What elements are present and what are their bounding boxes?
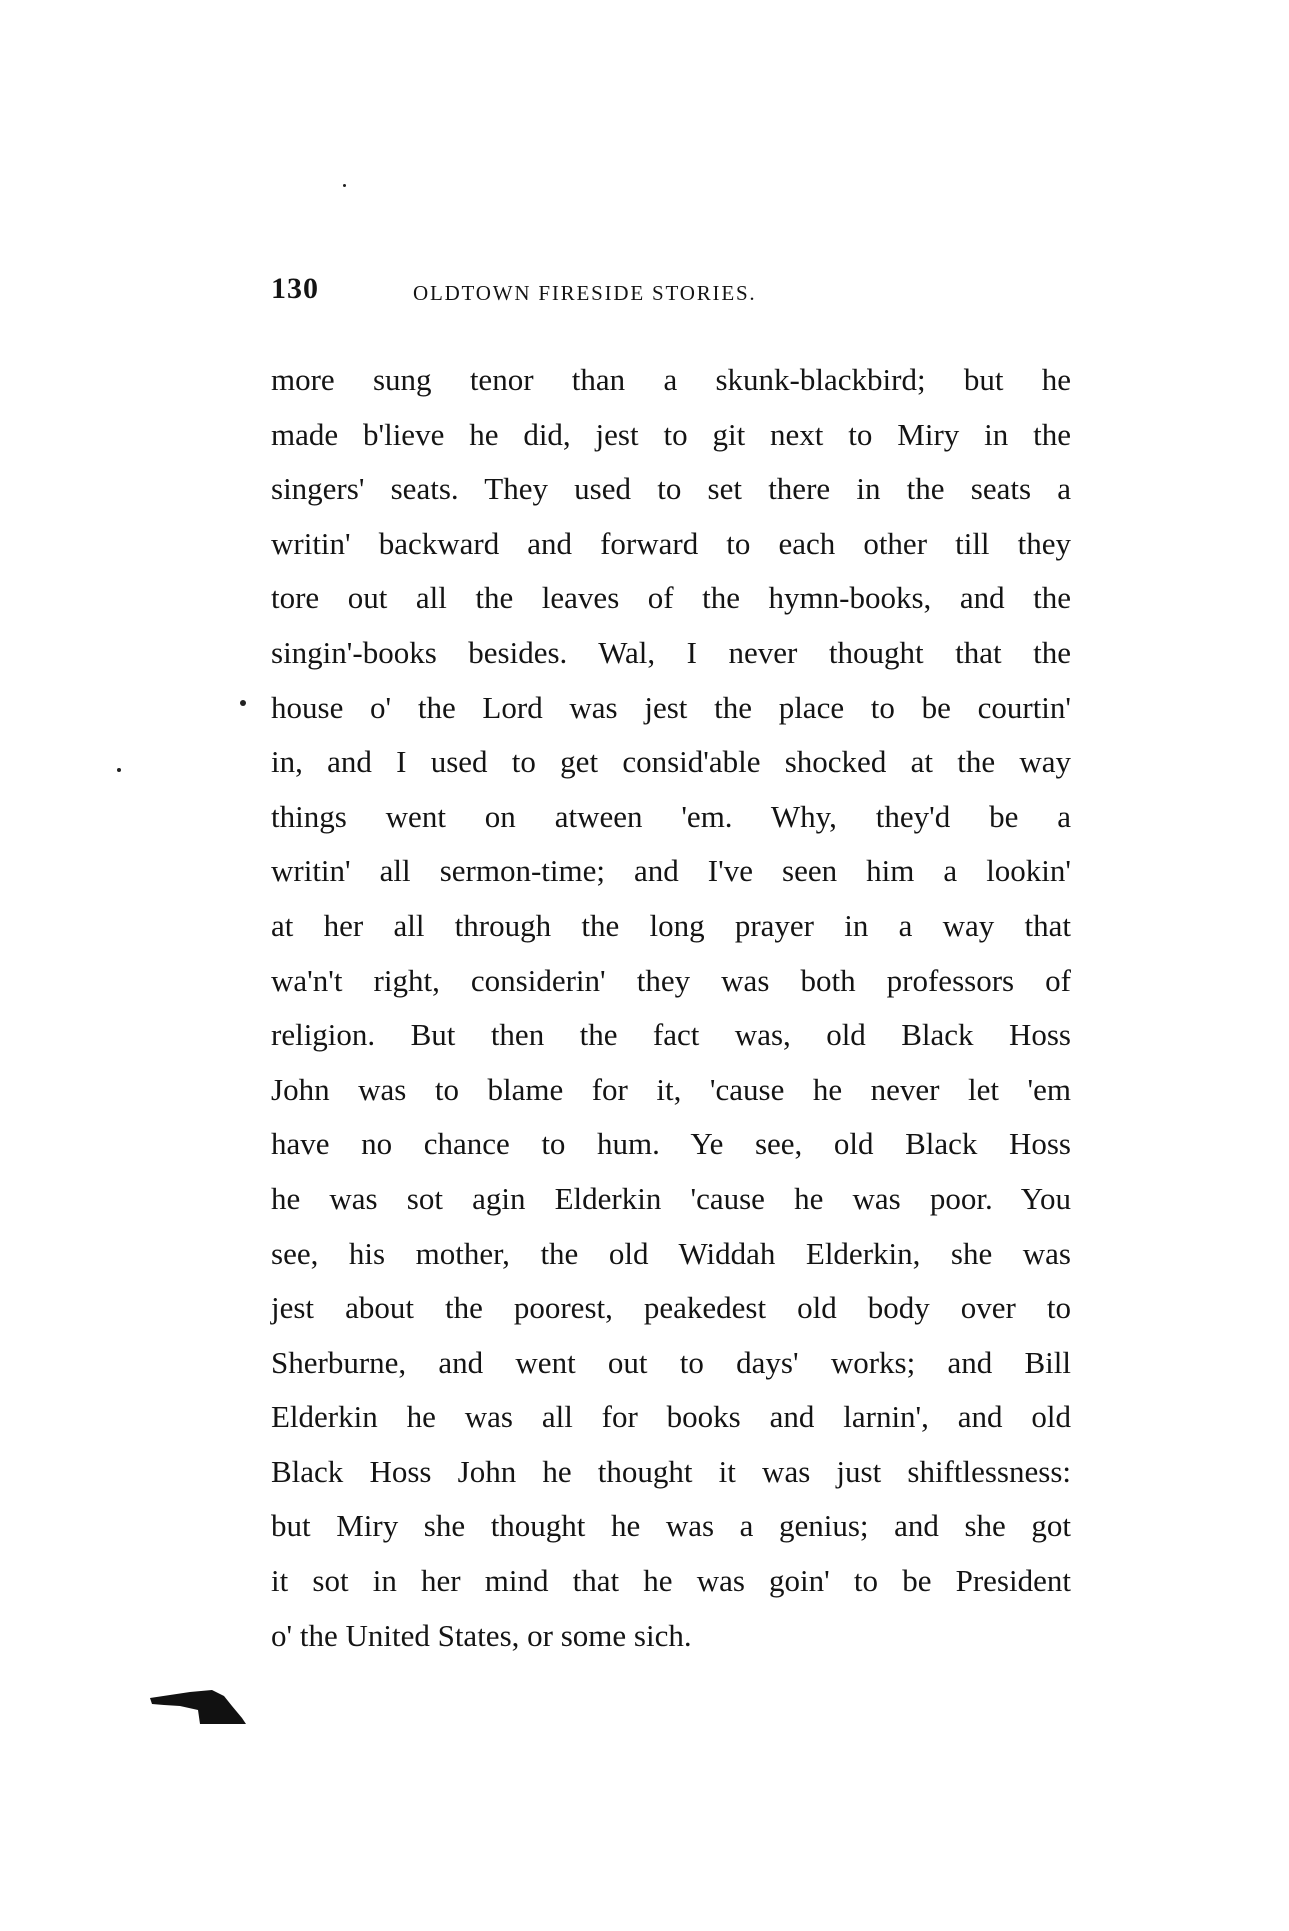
text-line: tore out all the leaves of the hymn-books, and the xyxy=(271,580,1071,616)
text-line: religion. But then the fact was, old Black Hoss xyxy=(271,1017,1071,1053)
text-line: have no chance to hum. Ye see, old Black Hoss xyxy=(271,1126,1071,1162)
text-line: Black Hoss John he thought it was just shiftlessness: xyxy=(271,1453,1071,1489)
page-number: 130 xyxy=(271,272,319,305)
text-line: more sung tenor than a skunk-blackbird; but he xyxy=(271,362,1071,397)
text-line: singin'-books besides. Wal, I never thought that the xyxy=(271,634,1071,670)
running-title: OLDTOWN FIRESIDE STORIES. xyxy=(413,281,757,305)
text-line: writin' backward and forward to each other till they xyxy=(271,525,1071,561)
text-line: it sot in her mind that he was goin' to be President xyxy=(271,1563,1071,1599)
text-line: Sherburne, and went out to days' works; and Bill xyxy=(271,1344,1071,1380)
text-line: jest about the poorest, peakedest old body over to xyxy=(271,1290,1071,1326)
scan-speck xyxy=(343,184,346,187)
text-line: wa'n't right, considerin' they was both professors of xyxy=(271,962,1071,998)
ink-blot xyxy=(150,1688,250,1724)
scan-speck xyxy=(240,700,246,706)
body-text xyxy=(271,353,1071,1663)
text-line: John was to blame for it, 'cause he never let 'em xyxy=(271,1071,1071,1107)
text-line: at her all through the long prayer in a way that xyxy=(271,907,1071,943)
page-header xyxy=(271,272,1071,312)
text-line: Elderkin he was all for books and larnin', and old xyxy=(271,1399,1071,1435)
text-line: but Miry she thought he was a genius; and she got xyxy=(271,1508,1071,1544)
text-line: see, his mother, the old Widdah Elderkin, she was xyxy=(271,1235,1071,1271)
text-line: o' the United States, or some sich. xyxy=(271,1617,692,1653)
text-line: house o' the Lord was jest the place to be courtin' xyxy=(271,689,1071,725)
text-line: things went on atween 'em. Why, they'd be a xyxy=(271,798,1071,834)
text-line: writin' all sermon-time; and I've seen him a lookin' xyxy=(271,853,1071,889)
text-line: made b'lieve he did, jest to git next to Miry in the xyxy=(271,416,1071,452)
scan-speck xyxy=(117,768,121,772)
text-line: he was sot agin Elderkin 'cause he was poor. You xyxy=(271,1180,1071,1216)
text-line: in, and I used to get consid'able shocked at the way xyxy=(271,744,1071,780)
text-line: singers' seats. They used to set there in the seats a xyxy=(271,471,1071,507)
